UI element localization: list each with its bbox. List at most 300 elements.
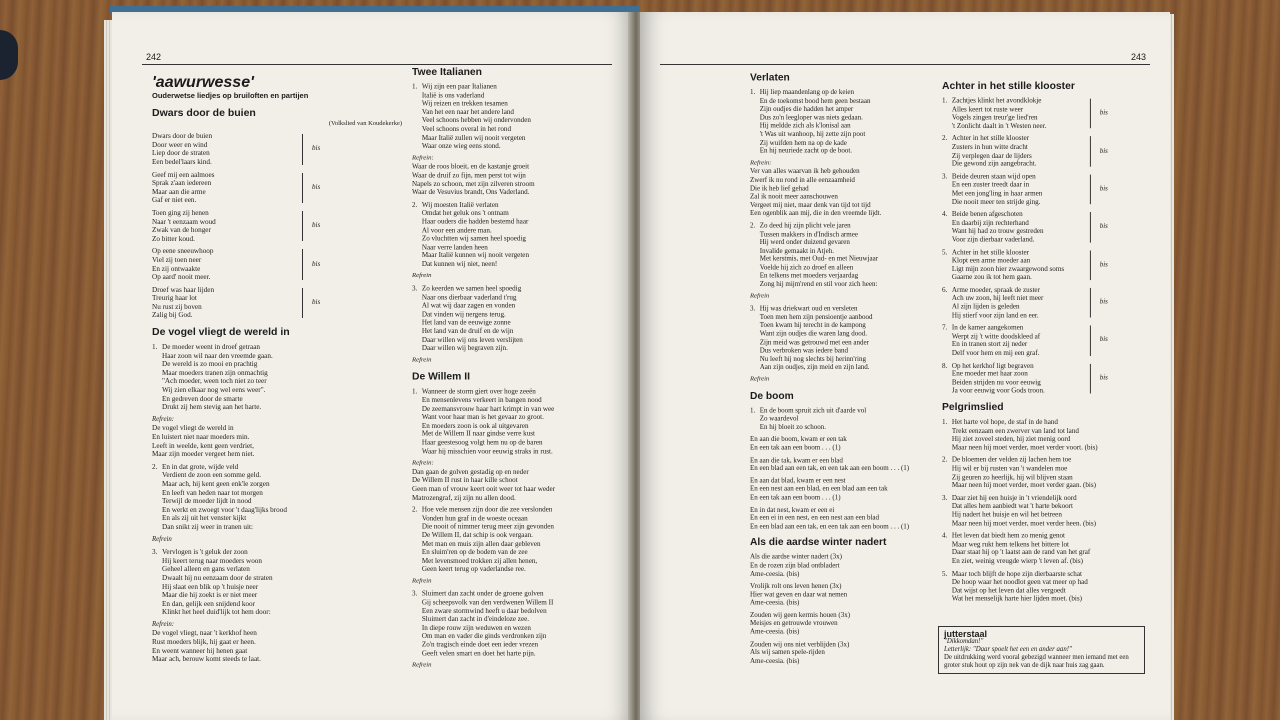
lyric-line: Die ik heb lief gehad bbox=[750, 184, 809, 193]
bis-label: bis bbox=[312, 259, 321, 268]
stanza-number: 3. bbox=[412, 589, 418, 598]
lyric-line: En een blad aan een tak, en een tak aan een boom . . . (1) bbox=[750, 522, 910, 531]
lyric-line: Klopt een arme moeder aan bbox=[951, 256, 1031, 265]
lyric-line: Napels zo schoon, met zijn zilveren stroom bbox=[412, 179, 535, 188]
song-title: De boom bbox=[750, 389, 794, 402]
lyric-line: Omdat het geluk ons 't ontnam bbox=[421, 209, 509, 218]
stanza-number: 3. bbox=[152, 548, 158, 557]
lyric-line: Waar de Vesuvius brandt, Ons Vaderland. bbox=[412, 188, 530, 197]
lyric-line: Het leven dat biedt hem zo menig genot bbox=[951, 531, 1066, 540]
lyric-line: Vervlogen is 't geluk der zoon bbox=[162, 548, 248, 557]
lyric-line: En gedreven door de smarte bbox=[162, 394, 243, 403]
bis-brace bbox=[1090, 250, 1091, 280]
lyric-line: 't Was uit wanhoop, hij zette zijn poot bbox=[759, 130, 866, 139]
stanza-number: 1. bbox=[412, 387, 418, 396]
lyric-line: En weent wanneer hij henen gaat bbox=[152, 646, 248, 655]
lyric-line: Beide deuren staan wijd open bbox=[951, 172, 1036, 181]
lyric-line: Verdient de zoon een somme geld. bbox=[162, 471, 261, 480]
lyric-line: Dan gaan de golven gestadig op en neder bbox=[412, 467, 529, 476]
lyric-line: Een ogenblik aan mij, die in den vreemde lijdt. bbox=[750, 209, 882, 218]
stanza bbox=[750, 611, 935, 636]
lyric-line: Terwijl de moeder lijdt in nood bbox=[162, 497, 252, 506]
lyric-line: Arme moeder, spraak de zuster bbox=[951, 285, 1040, 294]
lyric-line: Zwak van de honger bbox=[152, 226, 211, 235]
lyric-line: Ame-ceesia. (bis) bbox=[750, 627, 800, 636]
lyric-line: Want voor haar man is het gevaar zo groot. bbox=[421, 413, 544, 422]
bis-brace bbox=[302, 173, 303, 203]
lyric-line: Werpt zij 't witte doodskleed af bbox=[951, 332, 1041, 341]
lyric-line: Haar zoon wil naar den vreemde gaan. bbox=[162, 351, 273, 360]
left-column-2 bbox=[412, 60, 624, 670]
lyric-line: Hoe vele mensen zijn door die zee verslonden bbox=[421, 505, 553, 514]
lyric-line: Achter in het stille klooster bbox=[951, 134, 1030, 143]
lyric-line: Geef mij een aalmoes bbox=[152, 170, 215, 179]
lyric-line: En een zuster treedt daar in bbox=[951, 180, 1030, 189]
lyric-line: Het land van de druif en de wijn bbox=[421, 327, 514, 336]
stanza bbox=[412, 357, 624, 365]
right-page bbox=[640, 12, 1170, 720]
lyric-line: Naar ons dierbaar vaderland t'rug bbox=[421, 293, 517, 302]
refrain-label: Refrein bbox=[750, 375, 770, 383]
lyric-line: Al voor een andere man. bbox=[421, 226, 492, 235]
lyric-line: En de boom spruit zich uit d'aarde vol bbox=[759, 406, 867, 415]
stanza bbox=[942, 569, 1154, 603]
lyric-line: Maar Italië zullen wij nooit vergeten bbox=[421, 133, 526, 142]
right-column-2 bbox=[942, 74, 1154, 603]
box-literal: Letterlijk: "Daar spoelt het een en ander aan!" bbox=[944, 646, 1072, 653]
stanza bbox=[152, 536, 402, 545]
lyric-line: Maar Italië kunnen wij nooit vergeten bbox=[421, 251, 530, 260]
song-title: Verlaten bbox=[750, 71, 790, 84]
stanza bbox=[750, 376, 935, 384]
lyric-line: Dus zo'n leegloper was niets gedaan. bbox=[759, 113, 863, 122]
bis-brace bbox=[1090, 326, 1091, 356]
lyric-line: Zwerf ik nu rond in alle eenzaamheid bbox=[750, 175, 855, 184]
stanza bbox=[942, 135, 1154, 169]
refrain-label: Refrein: bbox=[750, 159, 772, 167]
lyric-line: Geheel alleen en gans verlaten bbox=[162, 565, 250, 574]
stanza bbox=[750, 582, 935, 607]
stanza bbox=[152, 209, 402, 243]
stanza bbox=[412, 83, 624, 151]
lyric-line: "Ach moeder, ween toch niet zo teer bbox=[162, 377, 267, 386]
lyric-line: Met levensmoed trokken zij allen henen, bbox=[421, 556, 538, 565]
page-number-right: 243 bbox=[1130, 52, 1146, 62]
lyric-line: Zusters in hun witte dracht bbox=[951, 142, 1028, 151]
lyric-line: Achter in het stille klooster bbox=[951, 248, 1030, 256]
lyric-line: En hij neuriede zacht op de boot. bbox=[759, 146, 853, 155]
stanza bbox=[152, 286, 402, 320]
lyric-line: Beiden strijden nu voor eeuwig bbox=[951, 378, 1041, 387]
lyric-line: Naar verre landen heen bbox=[421, 243, 488, 251]
lyric-line: Hij meldde zich als k'lonisal aan bbox=[759, 121, 851, 130]
lyric-line: 't Zonlicht daalt in 't Westen neer. bbox=[951, 122, 1047, 130]
lyric-line: Aan zijn oudjes, zijn meid en zijn land. bbox=[759, 363, 870, 372]
lyric-line: Wij reizen en trekken tesamen bbox=[421, 99, 508, 108]
lyric-line: Geen keert terug op vaderlandse ree. bbox=[421, 565, 526, 574]
lyric-line: De vogel vliegt, naar 't kerkhof heen bbox=[152, 629, 257, 638]
stanza bbox=[942, 456, 1154, 490]
lyric-line: Hij was driekwart oud en versleten bbox=[759, 304, 858, 313]
lyric-line: Hij stierf voor zijn land en eer. bbox=[951, 311, 1039, 320]
lyric-line: Ligt mijn zoon hier zwaargewond soms bbox=[951, 264, 1065, 273]
lyric-line: De bloemen der velden zij lachen hem toe bbox=[951, 455, 1072, 464]
stanza bbox=[942, 172, 1154, 206]
lyric-line: Hij werd onder duizend gevaren bbox=[759, 238, 850, 247]
stanza bbox=[942, 494, 1154, 528]
lyric-line: Wat het menselijk harte hier lijden moet. (bis) bbox=[951, 594, 1082, 603]
lyric-line: Drukt zij hem stevig aan het harte. bbox=[162, 403, 262, 412]
lyric-line: Op eene sneeuwhoop bbox=[152, 247, 214, 256]
lyric-line: En dan, gelijk een snijdend koor bbox=[162, 599, 256, 608]
stanza-number: 2. bbox=[152, 462, 158, 471]
lyric-line: Want zijn oudjes die waren lang dood. bbox=[759, 329, 868, 338]
jutterstaal-box bbox=[938, 626, 1145, 674]
lyric-line: Meisjes en getrouwde vrouwen bbox=[750, 619, 838, 628]
lyric-line: Vogels zingen treur'ge lied'ren bbox=[951, 113, 1038, 122]
lyric-line: Maar die hij zoekt is er niet meer bbox=[162, 591, 258, 600]
lyric-line: Ame-ceesia. (bis) bbox=[750, 598, 800, 607]
lyric-line: Waar hij misschien voor eeuwig straks in rust. bbox=[421, 447, 553, 455]
stanza bbox=[750, 640, 935, 665]
stanza bbox=[412, 662, 624, 670]
bis-brace bbox=[1090, 99, 1091, 129]
stanza bbox=[750, 293, 935, 301]
lyric-line: Nu rust zij boven bbox=[152, 302, 202, 311]
lyric-line: Droef was haar lijden bbox=[152, 285, 215, 294]
stanza-number: 2. bbox=[942, 134, 948, 143]
lyric-line: En hij bloeit zo schoon. bbox=[759, 423, 827, 431]
bis-brace bbox=[302, 211, 303, 241]
lyric-line: Maar moeders tranen zijn onmachtig bbox=[162, 368, 268, 377]
lyric-line: Sluimert dan zacht onder de groene golven bbox=[421, 589, 544, 598]
stanza-number: 2. bbox=[750, 221, 756, 230]
lyric-line: Die gewond zijn aangebracht. bbox=[951, 159, 1037, 168]
song-note: (Volkslied van Koudekerke) bbox=[328, 119, 402, 127]
lyric-line: Zouden wij ons niet verblijden (3x) bbox=[750, 640, 850, 648]
lyric-line: En daarbij zijn rechterhand bbox=[951, 218, 1029, 227]
stanza bbox=[750, 477, 935, 502]
lyric-line: En leeft van heden naar tot morgen bbox=[162, 488, 263, 497]
lyric-line: Wanneer de storm giert over hoge zeeën bbox=[421, 387, 536, 396]
lyric-line: Een bedel'laars kind. bbox=[152, 157, 212, 166]
lyric-line: Vrolijk rolt ons leven henen (3x) bbox=[750, 582, 842, 590]
stanza bbox=[942, 97, 1154, 131]
stanza bbox=[152, 463, 402, 532]
lyric-line: Hij liep maandenlang op de keien bbox=[759, 88, 855, 97]
lyric-line: Tussen makkers in d'Indisch armee bbox=[759, 230, 858, 238]
lyric-line: Zong hij mijm'rend en stil voor zich heen: bbox=[759, 280, 878, 289]
stanza bbox=[750, 222, 935, 289]
stanza bbox=[942, 418, 1154, 452]
stanza bbox=[412, 506, 624, 574]
lyric-line: Liep door de straten bbox=[152, 149, 210, 158]
lyric-line: Het harte vol hope, de staf in de hand bbox=[951, 418, 1058, 427]
lyric-line: Toen ging zij henen bbox=[152, 208, 209, 217]
lyric-line: Ene moeder met haar zoon bbox=[951, 370, 1028, 378]
lyric-line: De Willem II rust in haar kille schoot bbox=[412, 476, 518, 485]
refrain-label: Refrein: bbox=[412, 154, 434, 162]
stanza bbox=[750, 305, 935, 372]
lyric-line: En ziet, weinig vreugde wierp 't leven af. (bis) bbox=[951, 557, 1084, 565]
lyric-line: Met een jong'ling in haar armen bbox=[951, 189, 1043, 198]
box-quote: "Dikkomdan!" bbox=[944, 638, 984, 645]
lyric-line: En een tak aan een boom . . . (1) bbox=[750, 493, 841, 502]
lyric-line: En werkt en zwoegt voor 't daag'lijks brood bbox=[162, 505, 287, 514]
bis-label: bis bbox=[1099, 260, 1108, 268]
lyric-line: Ver van alles waarvan ik heb gehouden bbox=[750, 167, 860, 176]
stanza bbox=[750, 88, 935, 155]
lyric-line: In de kamer aangekomen bbox=[951, 323, 1024, 332]
lyric-line: Hij slaat een blik op 't huisje neer bbox=[162, 582, 259, 591]
song-title: De vogel vliegt de wereld in bbox=[152, 326, 290, 339]
bis-brace bbox=[1090, 288, 1091, 318]
lyric-line: Daar willen wij ons leven verslijten bbox=[421, 335, 523, 344]
lyric-line: Van het een naar het andere land bbox=[421, 108, 514, 116]
lyric-line: Alles keert tot ruste weer bbox=[951, 105, 1024, 114]
stanza bbox=[942, 532, 1154, 566]
stanza-number: 5. bbox=[942, 248, 948, 256]
lyric-line: Geeft velen smart en doet het harte pijn. bbox=[421, 649, 536, 658]
lyric-line: En een tak aan een boom . . . (1) bbox=[750, 443, 841, 452]
lyric-line: Geen man of vrouw keert ooit weer tot haar weder bbox=[412, 484, 556, 493]
stanza bbox=[750, 406, 935, 431]
refrain-label: Refrein: bbox=[152, 620, 175, 628]
lyric-line: Gaf er niet een. bbox=[152, 196, 197, 205]
bis-label: bis bbox=[1099, 335, 1108, 344]
bis-label: bis bbox=[1099, 108, 1108, 117]
stanza-number: 1. bbox=[942, 96, 948, 105]
stanza bbox=[750, 159, 935, 218]
lyric-line: En in dat grote, wijde veld bbox=[162, 462, 239, 471]
lyric-line: Hier wat geven en daar wat nemen bbox=[750, 590, 848, 599]
lyric-line: Waar onze wieg eens stond. bbox=[421, 141, 501, 150]
lyric-line: Dwaalt hij nu eenzaam door de straten bbox=[162, 573, 273, 582]
lyric-line: Voelde hij zich zo droef en alleen bbox=[759, 263, 854, 272]
lyric-line: Die nooit meer ten strijde ging. bbox=[951, 197, 1041, 206]
lyric-line: En als zij uit het venster kijkt bbox=[162, 514, 247, 523]
lyric-line: Daar ziet hij een huisje in 't vriendelijk oord bbox=[951, 493, 1077, 502]
lyric-line: En telkens met moeders verjaardag bbox=[759, 271, 859, 280]
lyric-line: Op aard' nooit meer. bbox=[152, 273, 211, 282]
lyric-line: Zo'n tragisch einde doet een ieder vrezen bbox=[421, 640, 539, 649]
song-title: Twee Italianen bbox=[412, 65, 483, 78]
bis-brace bbox=[302, 249, 303, 279]
stanza-number: 6. bbox=[942, 285, 948, 294]
song-title: Dwars door de buien bbox=[152, 106, 256, 119]
lyric-line: En de toekomst bood hem geen bestaan bbox=[759, 96, 871, 105]
lyric-line: Zijn meid was getrouwd met een ander bbox=[759, 338, 869, 347]
bis-label: bis bbox=[312, 221, 321, 230]
lyric-line: Hij wil er bij rusten van 't wandelen moe bbox=[951, 464, 1068, 473]
bis-label: bis bbox=[1099, 184, 1108, 193]
lyric-line: Zo vluchtten wij samen heel spoedig bbox=[421, 234, 526, 243]
lyric-line: Toen men hem zijn pensioentje aanbood bbox=[759, 313, 873, 321]
lyric-line: De zeemansvrouw haar hart krimpt in van wee bbox=[421, 404, 555, 413]
lyric-line: Dwars door de buien bbox=[152, 132, 213, 141]
lyric-line: Waar de druif zo fijn, men perst tot wijn bbox=[412, 171, 526, 180]
lyric-line: Dat kunnen wij niet, neen! bbox=[421, 260, 498, 268]
stanza-number: 1. bbox=[152, 343, 158, 352]
lyric-line: En aan dat blad, kwam er een nest bbox=[750, 476, 846, 485]
lyric-line: Italië is ons vaderland bbox=[421, 91, 485, 100]
lyric-line: Maar toch blijft de hope zijn dierbaarste schat bbox=[951, 569, 1082, 578]
stanza bbox=[412, 578, 624, 586]
bis-label: bis bbox=[1099, 373, 1108, 382]
lyric-line: Hij ziet zoveel steden, hij ziet menig oord bbox=[951, 435, 1071, 443]
lyric-line: Zo deed hij zijn plicht vele jaren bbox=[759, 221, 851, 230]
lyric-line: Maar aan die arme bbox=[152, 187, 206, 196]
lyric-line: Maar neen hij moet verder, moet verder voort. (bis) bbox=[951, 443, 1098, 452]
lyric-line: Maar ach, hij kent geen enk'le zorgen bbox=[162, 479, 270, 488]
lyric-line: Viel zij toen neer bbox=[152, 255, 202, 264]
stanza-number: 1. bbox=[412, 82, 418, 91]
lyric-line: Zalig bij God. bbox=[152, 311, 193, 320]
lyric-line: Door weer en wind bbox=[152, 140, 208, 149]
lyric-line: Ame-ceesia. (bis) bbox=[750, 569, 800, 578]
lyric-line: Hij nadert het huisje en wil het betreen bbox=[951, 510, 1062, 519]
page-number-left: 242 bbox=[146, 52, 162, 62]
lyric-line: Dus verbroken was iedere band bbox=[759, 346, 848, 355]
refrain-label: Refrein bbox=[152, 535, 172, 543]
bis-label: bis bbox=[1099, 222, 1108, 231]
lyric-line: Die nooit of nimmer terug meer zijn gevonden bbox=[421, 522, 554, 531]
lyric-line: Zijn oudjes die hadden het amper bbox=[759, 105, 854, 113]
bis-brace bbox=[1090, 136, 1091, 166]
stanza bbox=[750, 435, 935, 452]
lyric-line: Met kerstmis, met Oud- en met Nieuwjaar bbox=[759, 255, 879, 263]
left-page bbox=[112, 12, 632, 720]
lyric-line: Maar neen hij moet verder, moet verder gaan. (bis) bbox=[951, 481, 1097, 490]
stanza-number: 4. bbox=[942, 210, 948, 219]
lyric-line: Hij keert terug naar moeders woon bbox=[162, 556, 262, 565]
lyric-line: En een nest aan een blad, en een blad aan een tak bbox=[750, 485, 888, 493]
lyric-line: Want hij had zo trouw gestreden bbox=[951, 227, 1044, 236]
lyric-line: Daar staat hij op 't laatst aan de rand van het graf bbox=[951, 548, 1091, 557]
stanza-number: 3. bbox=[942, 493, 948, 502]
lyric-line: Maar weg rukt hem telkens het bittere lot bbox=[951, 540, 1069, 549]
lyric-line: Rust moeders blijk, hij gaat er heen. bbox=[152, 638, 256, 647]
lyric-line: En aan die tak, kwam er een blad bbox=[750, 456, 843, 464]
stanza-number: 4. bbox=[942, 531, 948, 540]
lyric-line: En moeders zoon is ook al uitgevaren bbox=[421, 421, 529, 430]
stanza bbox=[152, 171, 402, 205]
lyric-line: Als wij samen spele-rijden bbox=[750, 648, 825, 657]
lyric-line: De wereld is zo mooi en prachtig bbox=[162, 360, 258, 369]
lyric-line: Invalide gemaakt in Atjeh. bbox=[759, 246, 834, 255]
lyric-line: Dan snikt zij weer in tranen uit: bbox=[162, 522, 254, 531]
lyric-line: Dat wijst op het leven dat alles vergoedt bbox=[951, 586, 1066, 595]
lyric-line: Zouden wij geen kermis houen (3x) bbox=[750, 611, 851, 619]
lyric-line: Matrozengraf, zij zijn nu allen dood. bbox=[412, 493, 516, 502]
stanza bbox=[412, 201, 624, 269]
lyric-line: Treurig haar lot bbox=[152, 294, 197, 303]
stanza-number: 2. bbox=[942, 455, 948, 464]
stanza-number: 8. bbox=[942, 361, 948, 370]
lyric-line: Zij verplegen daar de lijders bbox=[951, 151, 1032, 160]
lyric-line: Het land van de eeuwige zonne bbox=[421, 318, 511, 327]
lyric-line: En aan die boom, kwam er een tak bbox=[750, 435, 847, 444]
lyric-line: Met man en muis zijn allen daar gebleven bbox=[421, 539, 541, 548]
lyric-line: Zo waardevol bbox=[759, 414, 799, 423]
lyric-line: Ame-ceesia. (bis) bbox=[750, 656, 800, 665]
left-column-1 bbox=[152, 74, 402, 664]
stanza bbox=[942, 324, 1154, 358]
lyric-line: In diepe rouw zijn weduwen en wezen bbox=[421, 623, 531, 632]
stanza bbox=[152, 416, 402, 459]
lyric-line: Zal ik nooit meer aanschouwen bbox=[750, 192, 838, 201]
lyric-line: En sluim'ren op de bodem van de zee bbox=[421, 548, 528, 557]
lyric-line: En mensenlevens verkeert in bangen nood bbox=[421, 396, 542, 405]
lyric-line: Delf voor hem en mij een graf. bbox=[951, 349, 1040, 358]
refrain-label: Refrein bbox=[412, 661, 432, 669]
bis-brace bbox=[302, 134, 303, 164]
lyric-line: Klinkt het heel duid'lijk tot hem door: bbox=[162, 608, 271, 617]
lyric-line: Ja voor eeuwig voor Gods troon. bbox=[951, 386, 1045, 395]
lyric-line: Dat alles hem aanbiedt wat 't harte bekoort bbox=[951, 502, 1073, 511]
lyric-line: Leeft in weelde, kent geen verdriet, bbox=[152, 441, 254, 450]
bis-label: bis bbox=[312, 144, 321, 153]
bis-label: bis bbox=[312, 297, 321, 306]
refrain-label: Refrein bbox=[750, 292, 770, 300]
lyric-line: Haar ouders die hadden bestemd haar bbox=[421, 217, 529, 226]
section-heading: 'aawurwesse' bbox=[152, 74, 254, 91]
stanza-number: 5. bbox=[942, 569, 948, 578]
stanza bbox=[412, 590, 624, 658]
song-title: Als die aardse winter nadert bbox=[750, 536, 887, 549]
stanza bbox=[152, 621, 402, 664]
lyric-line: Als die aardse winter nadert (3x) bbox=[750, 553, 842, 561]
stanza-number: 1. bbox=[750, 406, 756, 415]
stanza bbox=[412, 460, 624, 502]
lyric-line: Veel schoons overal in het rond bbox=[421, 125, 512, 133]
lyric-line: Dat vinden wij nergens terug. bbox=[421, 310, 506, 319]
stanza bbox=[152, 132, 402, 166]
stanza-number: 1. bbox=[942, 418, 948, 427]
bis-brace bbox=[1090, 174, 1091, 204]
lyric-line: Gaarne zou ik tot hem gaan. bbox=[951, 273, 1032, 282]
lyric-line: De moeder weent in droef getraan bbox=[162, 343, 260, 352]
header-rule-right bbox=[660, 64, 1150, 65]
right-column-1 bbox=[750, 66, 935, 665]
stanza bbox=[942, 286, 1154, 320]
bis-brace bbox=[1090, 212, 1091, 242]
stanza-number: 2. bbox=[412, 505, 418, 514]
lyric-line: Zo bitter koud. bbox=[152, 234, 195, 243]
refrain-label: Refrein bbox=[412, 577, 432, 585]
lyric-line: Al zijn lijden is geleden bbox=[951, 302, 1020, 311]
lyric-line: De hoop waar het noodlot geen vat meer op had bbox=[951, 577, 1088, 586]
box-text: De uitdrukking werd vooral gebezigd wanneer men iemand met een groter stuk hout op zijn nek van de dijk naar huis zag gaan. bbox=[944, 654, 1129, 669]
song-title: Achter in het stille klooster bbox=[942, 79, 1075, 92]
lyric-line: En in dat nest, kwam er een ei bbox=[750, 505, 835, 514]
lyric-line: Zo keerden we samen heel spoedig bbox=[421, 284, 522, 293]
lyric-line: De Willem II, dat schip is ook vergaan. bbox=[421, 531, 533, 540]
bis-brace bbox=[302, 288, 303, 318]
lyric-line: Nu leeft hij nog slechts bij herinn'ring bbox=[759, 355, 866, 363]
lyric-line: Zachtjes klinkt het avondklokje bbox=[951, 96, 1042, 105]
refrain-label: Refrein bbox=[412, 272, 432, 280]
lyric-line: Ach uw zoon, hij leeft niet meer bbox=[951, 294, 1044, 303]
lyric-line: Op het kerkhof ligt begraven bbox=[951, 361, 1034, 370]
bis-label: bis bbox=[312, 182, 321, 191]
stanza bbox=[942, 362, 1154, 396]
lyric-line: Met de Willem II naar gindse verre kust bbox=[421, 430, 536, 439]
stanza bbox=[750, 553, 935, 578]
stanza bbox=[750, 506, 935, 531]
lyric-line: En een ei in een nest, en een nest aan een blad bbox=[750, 514, 880, 522]
lyric-line: Daar willen wij begraven zijn. bbox=[421, 344, 508, 353]
